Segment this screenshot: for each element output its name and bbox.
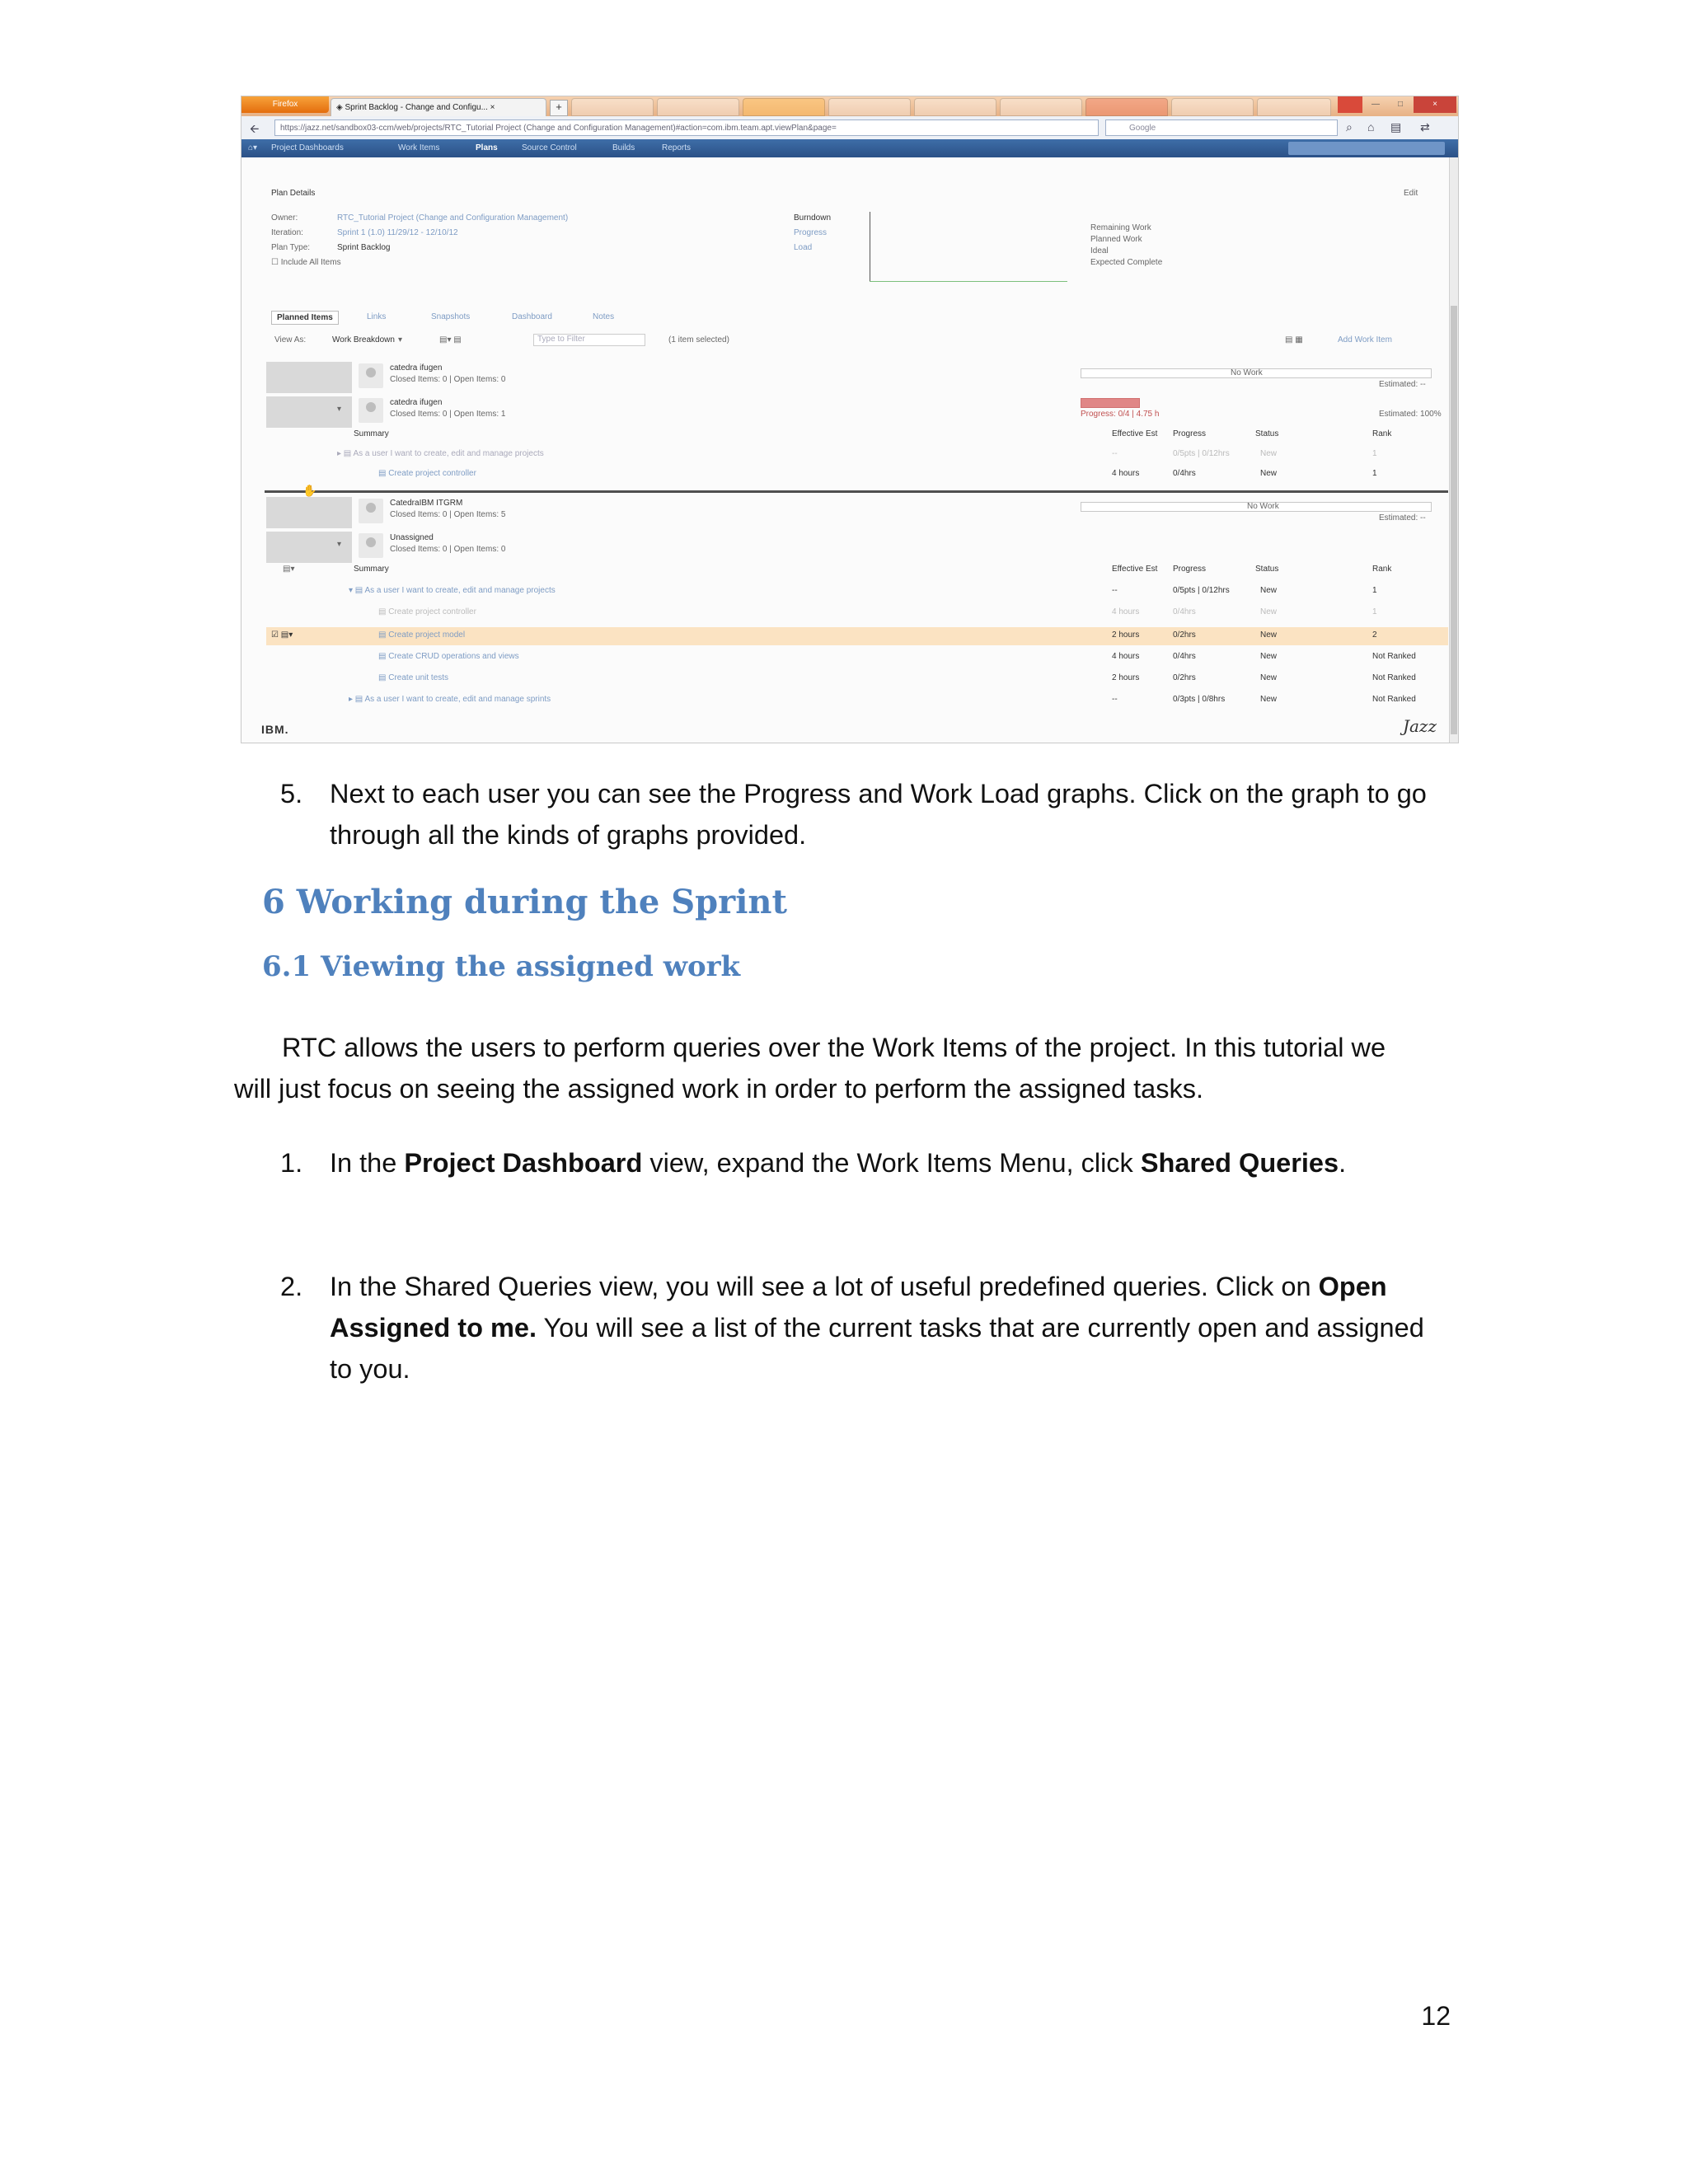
expand-arrow-icon[interactable]: ▾ xyxy=(337,540,342,549)
story-row[interactable]: ▸ ▤ As a user I want to create, edit and manage sprints xyxy=(349,695,551,704)
user-avatar xyxy=(359,398,383,423)
user-avatar xyxy=(359,533,383,558)
browser-tab-blurred[interactable] xyxy=(1085,98,1168,116)
work-item-est: 2 hours xyxy=(1112,673,1140,682)
browser-tab-blurred[interactable] xyxy=(571,98,654,116)
item2-text-line3: to you. xyxy=(330,1354,410,1384)
user-avatar xyxy=(359,499,383,523)
browser-tab-blurred[interactable] xyxy=(1257,98,1331,116)
task-row[interactable]: ▤ Create CRUD operations and views xyxy=(378,652,519,661)
legend-planned-work: Planned Work xyxy=(1090,235,1142,244)
app-navigation-bar xyxy=(241,139,1458,157)
chart-tab-progress[interactable]: Progress xyxy=(794,228,828,237)
user-avatar xyxy=(359,363,383,388)
minimize-icon[interactable]: — xyxy=(1372,100,1380,109)
chart-tab-burndown[interactable]: Burndown xyxy=(794,213,832,223)
nav-project-dashboards[interactable]: Project Dashboards xyxy=(271,143,344,152)
addon-icon[interactable]: ⇄ xyxy=(1420,120,1430,134)
firefox-menu-button[interactable]: Firefox xyxy=(241,96,329,113)
work-item-rank: Not Ranked xyxy=(1372,695,1416,704)
plan-type-label: Plan Type: xyxy=(271,243,311,252)
work-item-summary[interactable]: Create CRUD operations and views xyxy=(388,652,519,661)
work-item-progress: 0/4hrs xyxy=(1173,652,1196,661)
scrollbar-thumb[interactable] xyxy=(1451,306,1457,734)
work-item-est: -- xyxy=(1112,695,1118,704)
select-all-icon[interactable]: ▤▾ xyxy=(283,565,295,574)
user-item-counts: Closed Items: 0 | Open Items: 0 xyxy=(390,375,506,384)
work-item-status[interactable]: New xyxy=(1260,652,1278,661)
browser-tab-bar xyxy=(241,96,1458,116)
project-dashboard-term: Project Dashboard xyxy=(404,1148,643,1178)
item1-text xyxy=(330,1142,1346,1183)
assigned-to-me-term: Assigned to me. xyxy=(330,1313,537,1343)
work-item-summary[interactable]: As a user I want to create, edit and manage projects xyxy=(353,449,544,458)
work-item-status: New xyxy=(1260,449,1278,458)
embedded-screenshot xyxy=(241,96,1459,743)
user-row-handle[interactable] xyxy=(266,497,352,528)
work-item-rank: 2 xyxy=(1372,630,1377,640)
user-name[interactable]: catedra ifugen xyxy=(390,398,443,407)
subsection-heading: 6.1 Viewing the assigned work xyxy=(262,950,741,983)
item1-mid: view, expand the Work Items Menu, click xyxy=(642,1148,1141,1178)
work-item-est: -- xyxy=(1112,449,1118,458)
page-number: 12 xyxy=(1421,2001,1451,2031)
column-progress[interactable]: Progress xyxy=(1173,565,1207,574)
work-item-rank: 1 xyxy=(1372,607,1377,616)
legend-ideal: Ideal xyxy=(1090,246,1109,255)
work-item-summary[interactable]: Create unit tests xyxy=(388,673,449,682)
scrollbar[interactable] xyxy=(1449,157,1458,743)
work-item-summary[interactable]: As a user I want to create, edit and manage projects xyxy=(364,586,556,595)
work-item-status[interactable]: New xyxy=(1260,586,1278,595)
story-row[interactable]: ▾ ▤ As a user I want to create, edit and manage projects xyxy=(349,586,556,595)
work-item-progress: 0/4hrs xyxy=(1173,607,1196,616)
user-item-counts: Closed Items: 0 | Open Items: 0 xyxy=(390,545,506,554)
tab-links[interactable]: Links xyxy=(367,312,387,321)
tab-close-icon[interactable]: × xyxy=(487,103,495,112)
row-checkbox-checked[interactable]: ☑ ▤▾ xyxy=(271,630,293,640)
item2-text-line2 xyxy=(330,1307,1424,1348)
tab-list-icon[interactable] xyxy=(1338,96,1362,113)
browser-tab-blurred[interactable] xyxy=(1171,98,1254,116)
plan-type-value: Sprint Backlog xyxy=(337,243,391,252)
iteration-link[interactable]: Sprint 1 (1.0) 11/29/12 - 12/10/12 xyxy=(337,228,458,237)
work-item-summary[interactable]: As a user I want to create, edit and manage sprints xyxy=(364,695,551,704)
user-item-counts: Closed Items: 0 | Open Items: 1 xyxy=(390,410,506,419)
user-estimate-label: Estimated: -- xyxy=(1379,380,1426,389)
work-item-progress: 0/4hrs xyxy=(1173,469,1196,478)
tab-planned-items[interactable]: Planned Items xyxy=(271,311,339,325)
iteration-label: Iteration: xyxy=(271,228,303,237)
user-row-handle[interactable] xyxy=(266,362,352,393)
nav-plans[interactable]: Plans xyxy=(476,143,498,152)
owner-label: Owner: xyxy=(271,213,298,223)
browser-tab-blurred[interactable] xyxy=(914,98,996,116)
expand-collapse-icon[interactable]: ▤ ▦ xyxy=(1285,335,1303,344)
maximize-icon[interactable]: □ xyxy=(1397,100,1404,109)
nav-source-control[interactable]: Source Control xyxy=(522,143,577,152)
work-item-progress: 0/3pts | 0/8hrs xyxy=(1173,695,1226,704)
legend-remaining-work: Remaining Work xyxy=(1090,223,1151,232)
column-summary[interactable]: Summary xyxy=(354,429,389,438)
work-item-est: 4 hours xyxy=(1112,469,1140,478)
view-dropdown-icon[interactable]: ▾ xyxy=(398,335,403,344)
work-item-status: New xyxy=(1260,607,1278,616)
browser-tab-blurred[interactable] xyxy=(1000,98,1082,116)
nav-work-items[interactable]: Work Items xyxy=(398,143,440,152)
work-item-progress: 0/5pts | 0/12hrs xyxy=(1173,586,1230,595)
work-item-search-field[interactable] xyxy=(1288,142,1445,155)
task-row-selected[interactable]: ▤ Create project model xyxy=(378,630,466,640)
list-number-1: 1. xyxy=(280,1148,303,1178)
work-item-summary[interactable]: Create project controller xyxy=(388,607,476,616)
work-item-status[interactable]: New xyxy=(1260,630,1278,640)
magnifier-icon[interactable]: ⌕ xyxy=(1346,120,1353,134)
paragraph-line1: RTC allows the users to perform queries over the Work Items of the project. In this tutorial we xyxy=(282,1033,1386,1062)
drag-drop-indicator xyxy=(265,490,1448,493)
task-row[interactable]: ▤ Create unit tests xyxy=(378,673,449,682)
expand-arrow-icon[interactable]: ▾ xyxy=(337,405,342,414)
work-item-summary[interactable]: Create project model xyxy=(388,630,466,640)
item2-pre: In the Shared Queries view, you will see a lot of useful predefined queries. Click on xyxy=(330,1272,1319,1301)
browser-tab-title: Sprint Backlog - Change and Configu... xyxy=(345,103,488,112)
task-row-faded[interactable]: ▤ Create project controller xyxy=(378,607,476,616)
include-all-label: Include All Items xyxy=(280,258,341,267)
user-estimate-label: Estimated: -- xyxy=(1379,513,1426,523)
story-row-faded[interactable]: ▸ ▤ As a user I want to create, edit and manage projects xyxy=(337,449,544,458)
search-field[interactable]: Google xyxy=(1105,120,1338,136)
list-number-5: 5. xyxy=(280,779,303,808)
task-row[interactable]: ▤ Create project controller xyxy=(378,469,476,478)
column-summary[interactable]: Summary xyxy=(354,565,389,574)
work-item-status[interactable]: New xyxy=(1260,695,1278,704)
user-name[interactable]: catedra ifugen xyxy=(390,363,443,373)
open-term: Open xyxy=(1318,1272,1387,1301)
owner-link[interactable]: RTC_Tutorial Project (Change and Configuration Management) xyxy=(337,213,569,223)
browser-tab-blurred[interactable] xyxy=(828,98,911,116)
browser-tab-blurred[interactable] xyxy=(657,98,739,116)
view-as-label: View As: xyxy=(274,335,307,344)
browser-tab-blurred[interactable] xyxy=(743,98,825,116)
column-rank[interactable]: Rank xyxy=(1372,565,1392,574)
include-all-checkbox[interactable]: ☐ Include All Items xyxy=(271,258,341,267)
legend-expected-complete: Expected Complete xyxy=(1090,258,1163,267)
filter-input[interactable]: Type to Filter xyxy=(533,334,645,346)
ibm-logo: IBM. xyxy=(261,723,289,736)
tab-notes[interactable]: Notes xyxy=(593,312,615,321)
burndown-chart-line[interactable] xyxy=(870,281,1067,282)
work-item-est[interactable]: 2 hours xyxy=(1112,630,1140,640)
bookmark-icon[interactable]: ▤ xyxy=(1390,120,1402,134)
jazz-favicon-icon: ◈ xyxy=(336,103,345,112)
work-item-est: 4 hours xyxy=(1112,652,1140,661)
drag-cursor-icon: ✋ xyxy=(302,484,317,497)
column-effective-est[interactable]: Effective Est xyxy=(1112,565,1158,574)
work-item-summary[interactable]: Create project controller xyxy=(388,469,476,478)
item1-pre: In the xyxy=(330,1148,405,1178)
work-item-progress: 0/2hrs xyxy=(1173,673,1196,682)
tab-snapshots[interactable]: Snapshots xyxy=(431,312,471,321)
back-arrow-icon[interactable]: 🡨 xyxy=(250,122,260,135)
user-name[interactable]: Unassigned xyxy=(390,533,434,542)
new-tab-button[interactable]: + xyxy=(550,100,568,116)
work-item-est: -- xyxy=(1112,586,1118,595)
item1-end: . xyxy=(1339,1148,1347,1178)
work-item-rank: Not Ranked xyxy=(1372,652,1416,661)
work-item-rank: 1 xyxy=(1372,586,1377,595)
work-item-est: 4 hours xyxy=(1112,607,1140,616)
work-item-progress: 0/2hrs xyxy=(1173,630,1196,640)
window-close-icon[interactable]: × xyxy=(1414,96,1456,113)
section-heading: 6 Working during the Sprint xyxy=(262,883,787,921)
item5-text-line1: Next to each user you can see the Progress and Work Load graphs. Click on the graph to go xyxy=(330,779,1427,808)
work-item-status[interactable]: New xyxy=(1260,673,1278,682)
user-load-label: No Work xyxy=(1247,502,1279,511)
user-estimate-label: Estimated: 100% xyxy=(1379,410,1442,419)
item2-text-line1 xyxy=(330,1266,1387,1307)
user-item-counts: Closed Items: 0 | Open Items: 5 xyxy=(390,510,506,519)
work-item-rank: 1 xyxy=(1372,469,1377,478)
column-status[interactable]: Status xyxy=(1255,565,1279,574)
nav-reports[interactable]: Reports xyxy=(662,143,692,152)
edit-link[interactable]: Edit xyxy=(1404,189,1418,198)
jazz-logo: Jazz xyxy=(1402,716,1437,736)
work-item-rank: 1 xyxy=(1372,449,1377,458)
column-rank[interactable]: Rank xyxy=(1372,429,1392,438)
paragraph-line2: will just focus on seeing the assigned work in order to perform the assigned tasks. xyxy=(234,1074,1204,1104)
user-load-label: No Work xyxy=(1231,368,1263,377)
view-as-select[interactable]: Work Breakdown xyxy=(332,335,395,344)
work-item-rank: Not Ranked xyxy=(1372,673,1416,682)
work-item-status[interactable]: New xyxy=(1260,469,1278,478)
app-home-icon[interactable]: ⌂▾ xyxy=(248,143,258,152)
item5-text-line2: through all the kinds of graphs provided. xyxy=(330,820,807,850)
url-field[interactable]: https://jazz.net/sandbox03-ccm/web/projects/RTC_Tutorial Project (Change and Configuration Management)#action=com.ibm.team.apt.viewPlan&page= xyxy=(274,120,1099,136)
user-progress-bar[interactable] xyxy=(1081,398,1140,408)
selection-count: (1 item selected) xyxy=(668,335,729,344)
toolbar-options-icon[interactable]: ▤▾ ▤ xyxy=(439,335,462,344)
browser-tab-active[interactable] xyxy=(331,98,546,116)
column-effective-est[interactable]: Effective Est xyxy=(1112,429,1158,438)
user-name[interactable]: CatedraIBM ITGRM xyxy=(390,499,463,508)
column-progress[interactable]: Progress xyxy=(1173,429,1207,438)
address-bar-row xyxy=(241,116,1458,140)
add-work-item-button[interactable]: Add Work Item xyxy=(1338,335,1392,344)
chart-tab-load[interactable]: Load xyxy=(794,243,813,252)
work-item-progress: 0/5pts | 0/12hrs xyxy=(1173,449,1230,458)
column-status[interactable]: Status xyxy=(1255,429,1279,438)
item2-mid: You will see a list of the current tasks that are currently open and assigned xyxy=(537,1313,1424,1343)
user-progress-label: Progress: 0/4 | 4.75 h xyxy=(1081,410,1160,419)
list-number-2: 2. xyxy=(280,1272,303,1301)
plan-details-header[interactable]: Plan Details xyxy=(271,189,316,198)
nav-builds[interactable]: Builds xyxy=(612,143,635,152)
tab-dashboard[interactable]: Dashboard xyxy=(512,312,552,321)
shared-queries-term: Shared Queries xyxy=(1140,1148,1339,1178)
home-icon[interactable]: ⌂ xyxy=(1367,120,1375,134)
